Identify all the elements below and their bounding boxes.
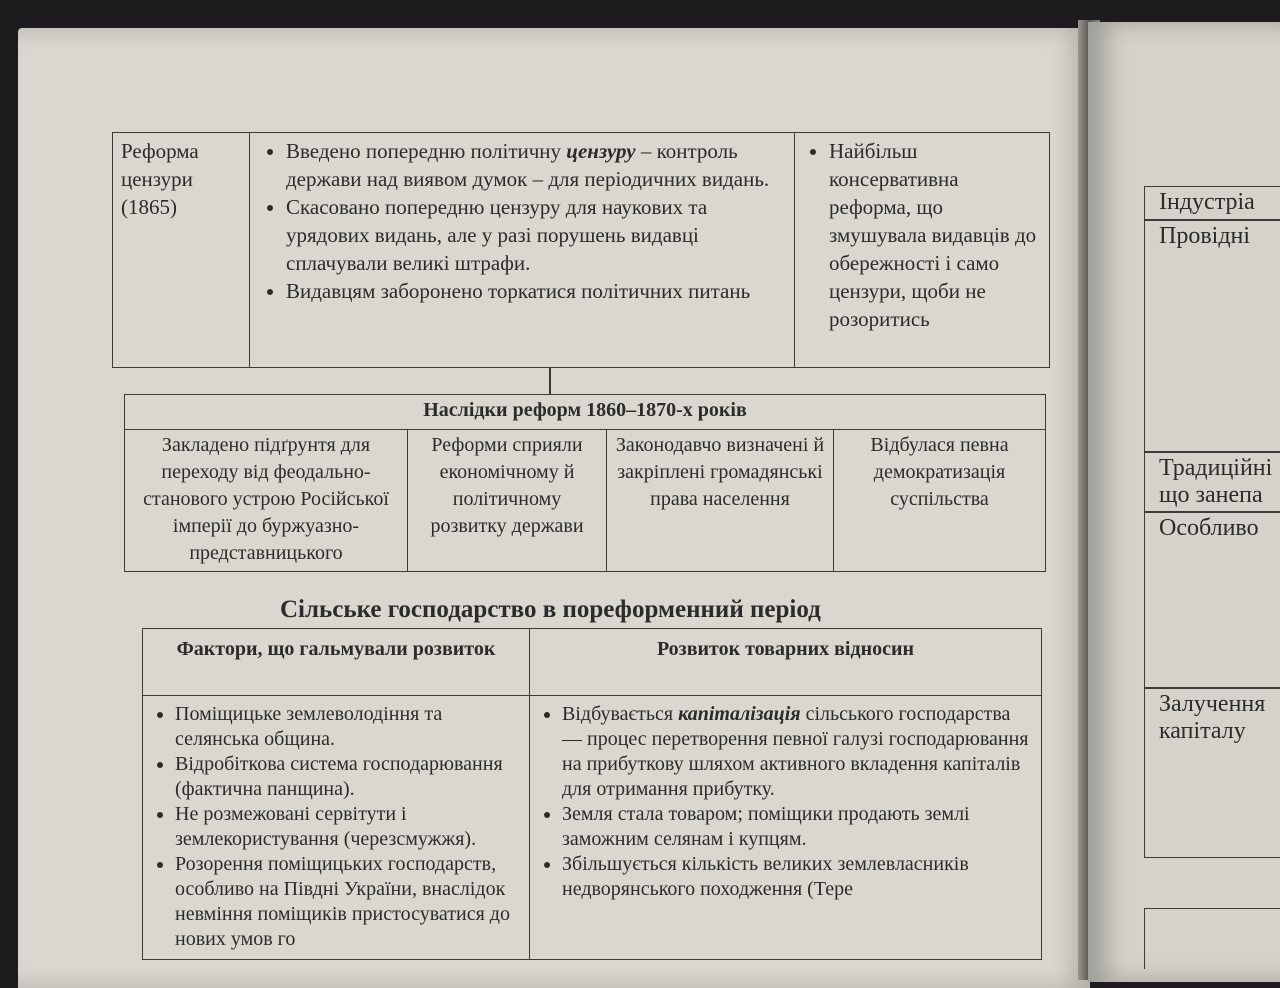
list-item: • Скасовано попередню цензуру для наукових та урядових видань, але у разі порушень видавці сплачували великі штрафи. — [286, 193, 782, 277]
commodity-relations-cell — [530, 696, 1042, 960]
list-item: • Найбільш консервативна реформа, що змушувала видавців до обережності і само цензури, щоби не розоритись — [829, 137, 1039, 333]
reform-content-cell — [250, 133, 795, 368]
list-item: • Видавцям заборонено торкатися політичних питань — [286, 277, 782, 305]
key-term: цензуру — [566, 139, 636, 163]
section-title: Сільське господарство в пореформенний період — [280, 596, 821, 623]
column-header: Фактори, що гальмували розвиток — [143, 629, 530, 696]
key-term: капіталізація — [678, 703, 801, 725]
result-item: Відбулася певна демократизація суспільства — [834, 430, 1046, 572]
list-item: • Відбувається капіталізація сільського господарства — процес перетворення певної галузі господарювання на прибуткову шляхом активного вкладення капіталів для отримання прибутку. — [562, 702, 1033, 802]
list-item: • Не розмежовані сервітути і землекористування (черезсмужжя). — [175, 802, 521, 852]
reform-name: Реформа цензури (1865) — [121, 139, 199, 219]
list-item: • Земля стала товаром; поміщики продають землі заможним селянам і купцям. — [562, 802, 1033, 852]
list-item: • Відробіткова система господарювання (фактична панщина). — [175, 752, 521, 802]
reform-assessment-cell — [795, 133, 1050, 368]
result-item: Законодавчо визначені й закріплені громадянські права населення — [607, 430, 834, 572]
right-page-table — [1144, 186, 1280, 858]
right-cell: Індустріа — [1144, 186, 1280, 220]
list-item: • Введено попередню політичну цензуру – контроль держави над виявом думок – для періодичних видань. — [286, 137, 782, 193]
agriculture-table — [142, 628, 1042, 960]
result-item: Реформи сприяли економічному й політичному розвитку держави — [408, 430, 607, 572]
result-item: Закладено підґрунтя для переходу від феодально-станового устрою Російської імперії до буржуазно-представницького — [125, 430, 408, 572]
column-header: Розвиток товарних відносин — [530, 629, 1042, 696]
right-cell: Особливо — [1144, 512, 1280, 688]
list-item: • Поміщицьке землеволодіння та селянська община. — [175, 702, 521, 752]
reform-name-cell — [113, 133, 250, 368]
list-item: • Збільшується кількість великих землевласників недворянського походження (Тере — [562, 852, 1033, 902]
list-item: • Розорення поміщицьких господарств, особливо на Півдні України, внаслідок невміння поміщиків пристосуватися до нових умов го — [175, 852, 521, 952]
right-cell: Залучення капіталу — [1144, 688, 1280, 858]
reform-results-table — [124, 394, 1046, 572]
right-cell: Традиційні що занепа — [1144, 452, 1280, 512]
censorship-reform-table — [112, 132, 1050, 368]
connector-line — [549, 368, 551, 394]
factors-cell — [143, 696, 530, 960]
results-title: Наслідки реформ 1860–1870-х років — [125, 395, 1046, 430]
right-cell: Провідні — [1144, 220, 1280, 452]
